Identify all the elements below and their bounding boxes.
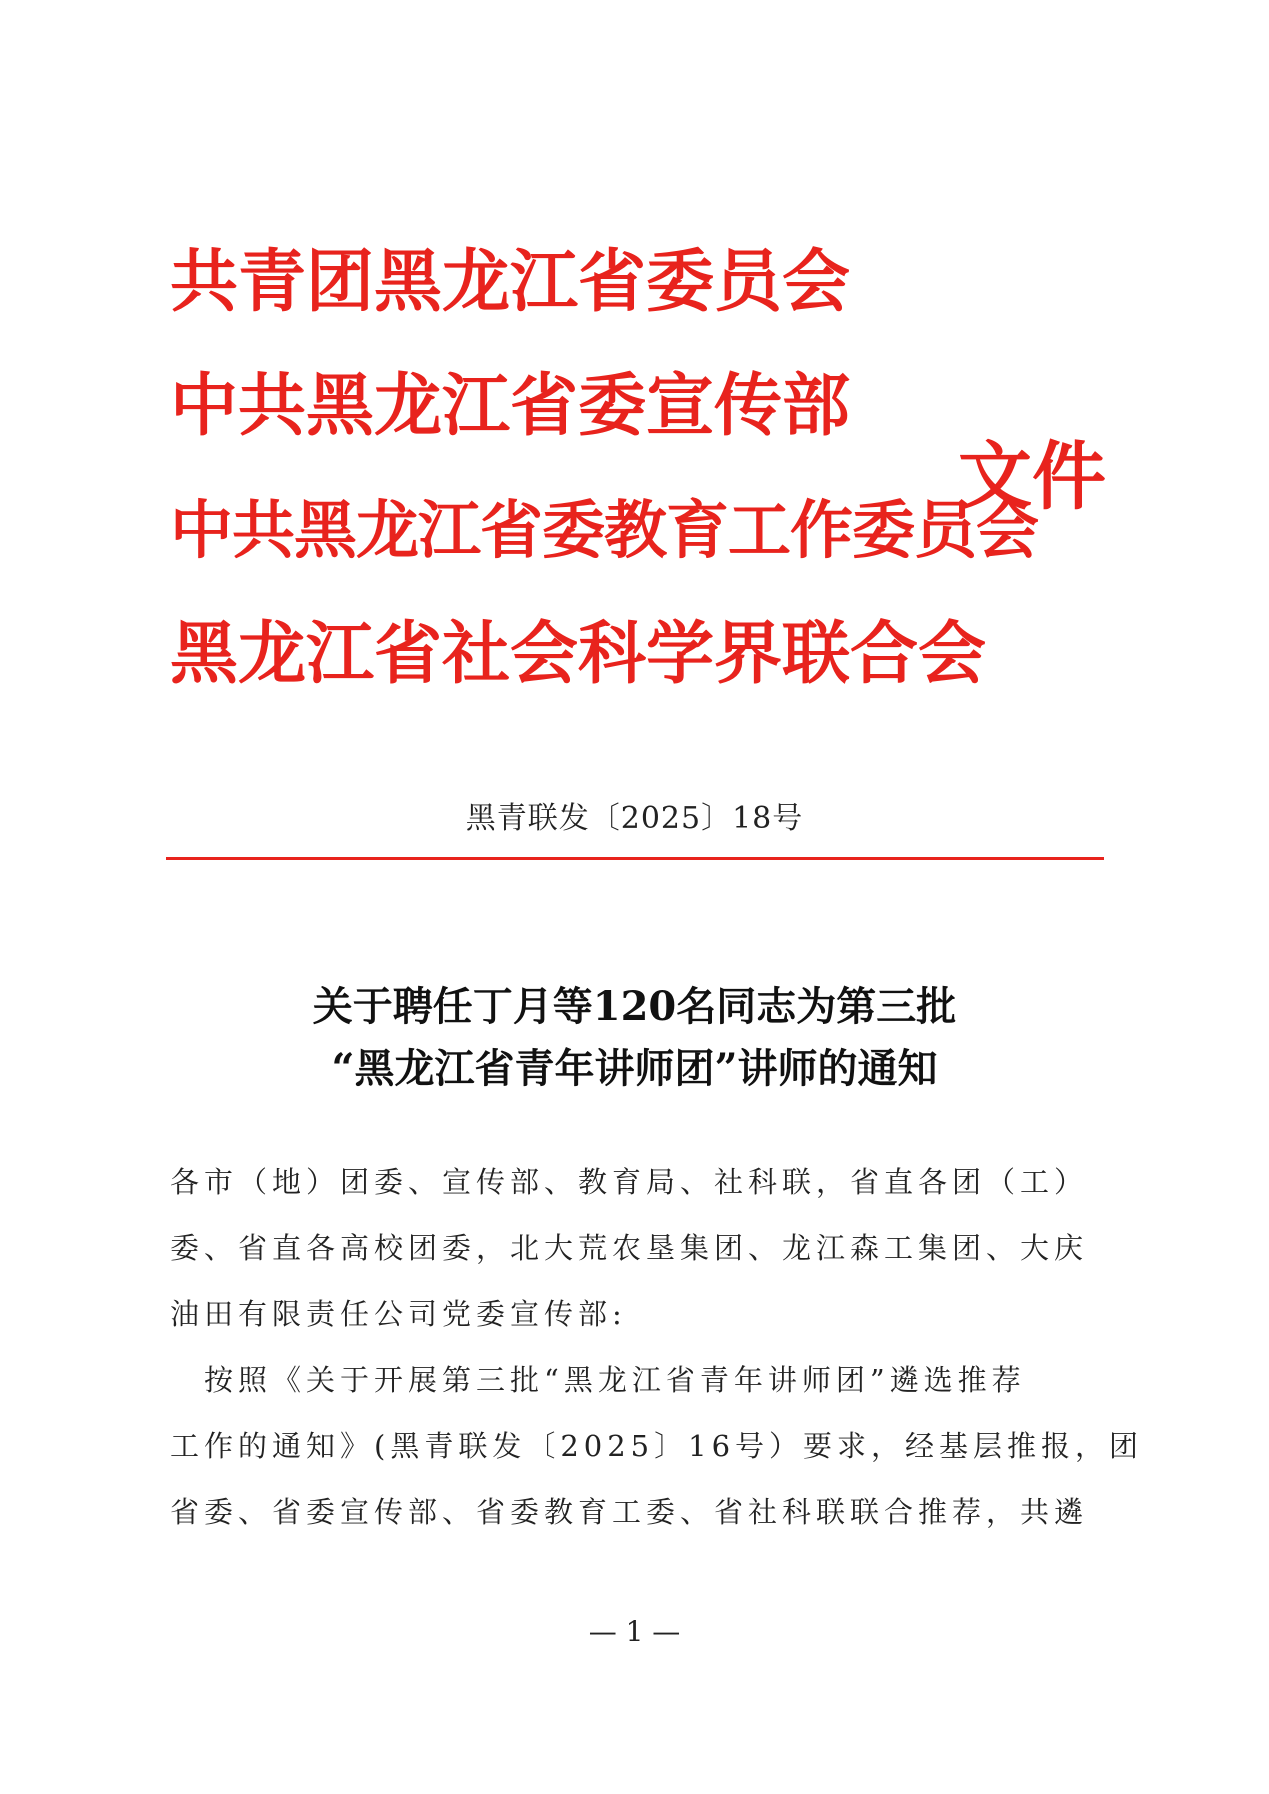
- body-line: 各市（地）团委、宣传部、教育局、社科联，省直各团（工）: [170, 1165, 1089, 1199]
- document-title-line-2: “黑龙江省青年讲师团”讲师的通知: [331, 1045, 938, 1092]
- body-line: 油田有限责任公司党委宣传部:: [170, 1297, 627, 1331]
- page-number: — 1 —: [588, 1615, 681, 1648]
- organization-name: 共青团黑龙江省委员会: [170, 242, 851, 322]
- document-type-label: 文件: [958, 434, 1106, 520]
- body-line: 省委、省委宣传部、省委教育工委、省社科联联合推荐，共遴: [170, 1495, 1089, 1529]
- header-divider: [166, 857, 1104, 860]
- organization-name: 中共黑龙江省委教育工作委员会: [170, 493, 1038, 567]
- body-line: 工作的通知》(黑青联发〔2025〕16号）要求，经基层推报，团: [170, 1429, 1144, 1463]
- organization-name: 中共黑龙江省委宣传部: [170, 366, 851, 446]
- document-title-line-1: 关于聘任丁月等120名同志为第三批: [312, 983, 957, 1030]
- organization-name: 黑龙江省社会科学界联合会: [170, 614, 987, 694]
- body-line: 按照《关于开展第三批“黑龙江省青年讲师团”遴选推荐: [170, 1363, 1026, 1397]
- body-line: 委、省直各高校团委，北大荒农垦集团、龙江森工集团、大庆: [170, 1231, 1089, 1265]
- document-number: 黑青联发〔2025〕18号: [465, 801, 804, 836]
